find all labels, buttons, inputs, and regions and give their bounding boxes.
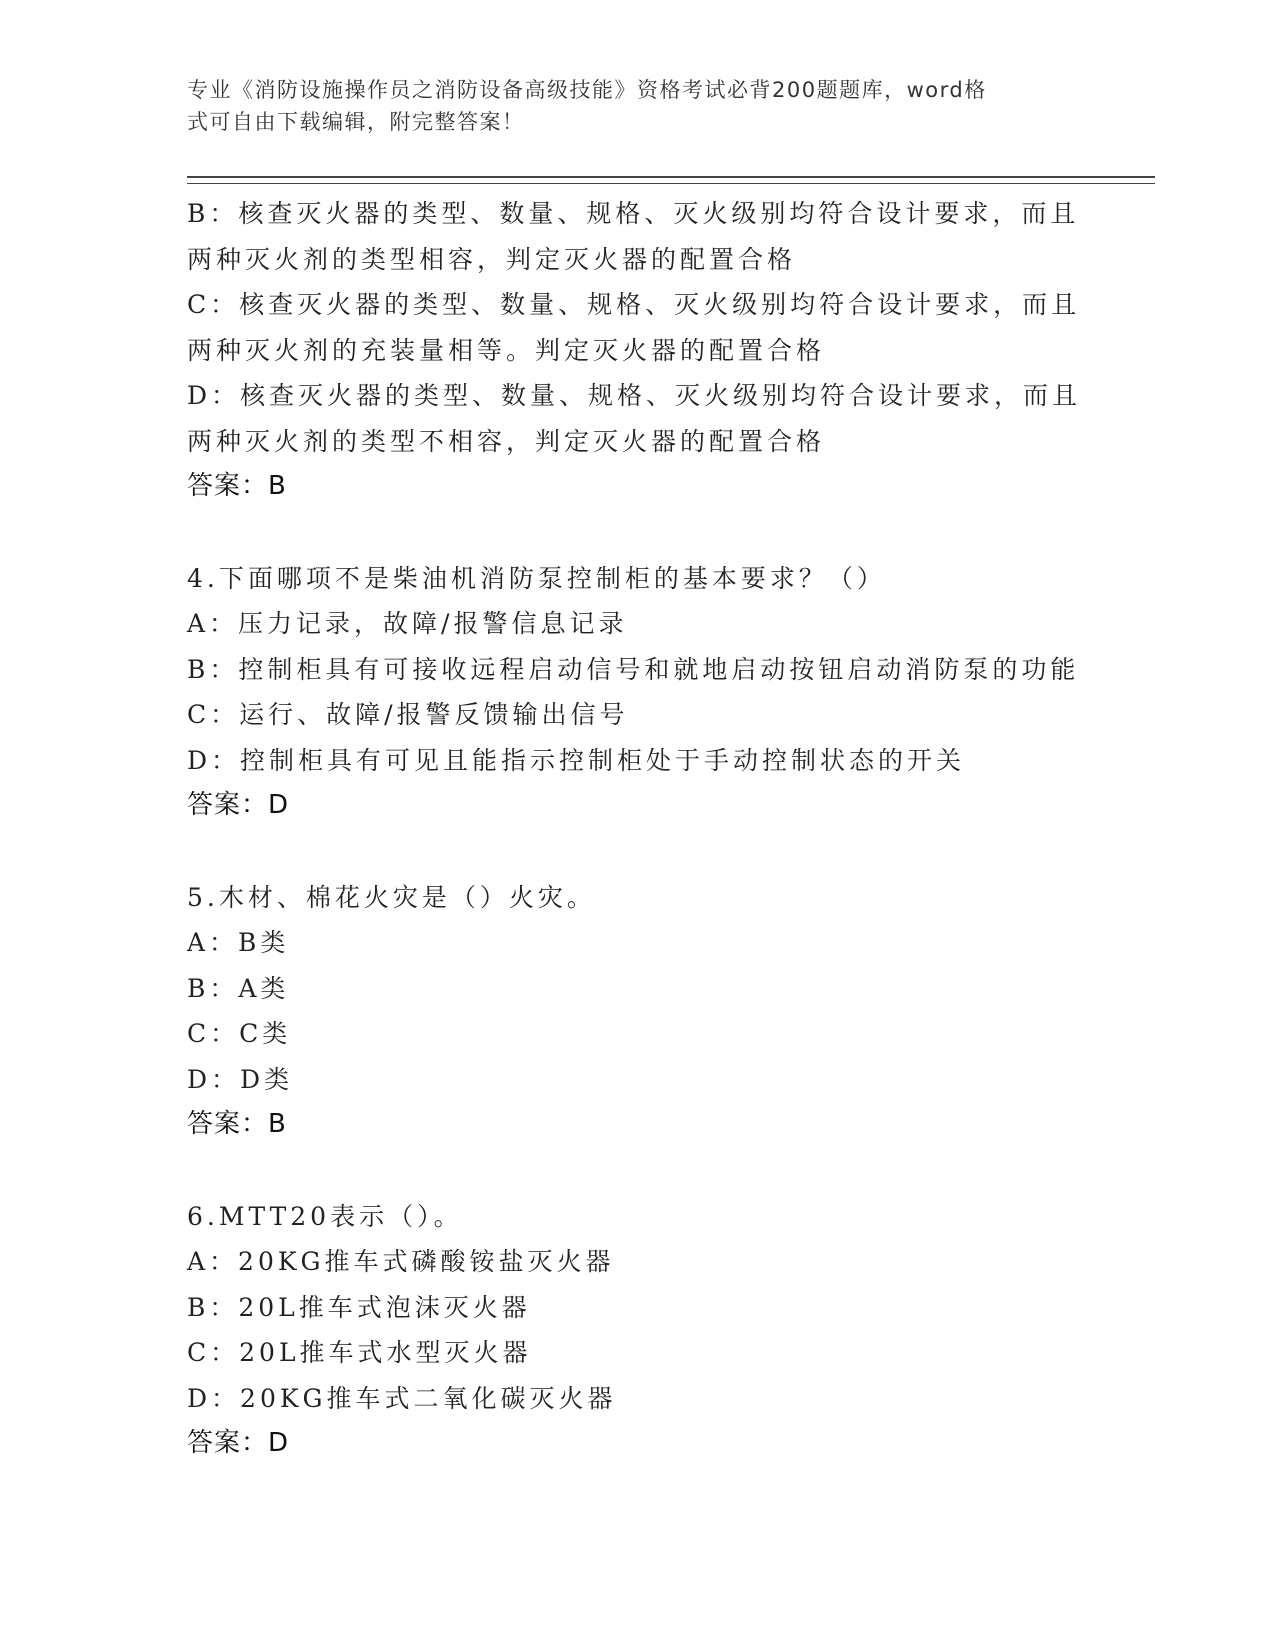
header-divider-thick <box>187 176 1155 178</box>
q3-option-c-line-1: C：核查灭火器的类型、数量、规格、灭火级别均符合设计要求，而且 <box>187 290 1081 319</box>
question-3-block <box>187 191 1087 510</box>
q5-option-c: C：C类 <box>187 1019 292 1048</box>
spacer <box>187 1148 1087 1194</box>
q4-question: 4.下面哪项不是柴油机消防泵控制柜的基本要求？（） <box>187 563 886 593</box>
q4-option-b: B：控制柜具有可接收远程启动信号和就地启动按钮启动消防泵的功能 <box>187 654 1080 684</box>
question-4-block <box>187 556 1087 829</box>
question-list <box>187 191 1087 1467</box>
q5-option-b: B：A类 <box>187 973 290 1003</box>
question-5-block <box>187 875 1087 1148</box>
q6-answer: 答案：D <box>187 1428 290 1458</box>
question-6-block <box>187 1194 1087 1467</box>
spacer <box>187 829 1087 875</box>
header-divider-thin <box>187 183 1155 184</box>
q4-answer: 答案：D <box>187 790 290 820</box>
q6-option-d: D：20KG推车式二氧化碳灭火器 <box>187 1383 617 1413</box>
q3-option-c-line-2: 两种灭火剂的充装量相等。判定灭火器的配置合格 <box>187 335 826 365</box>
header-title-line-2: 式可自由下载编辑，附完整答案！ <box>187 110 525 134</box>
q6-option-a: A：20KG推车式磷酸铵盐灭火器 <box>187 1247 615 1276</box>
q5-question: 5.木材、棉花火灾是（）火灾。 <box>187 882 596 912</box>
q4-option-a: A：压力记录，故障/报警信息记录 <box>187 609 628 638</box>
q6-question: 6.MTT20表示（）。 <box>187 1201 463 1231</box>
q5-option-d: D：D类 <box>187 1064 294 1094</box>
spacer <box>187 510 1087 556</box>
q3-option-d-line-2: 两种灭火剂的类型不相容，判定灭火器的配置合格 <box>187 426 826 456</box>
q4-option-c: C：运行、故障/报警反馈输出信号 <box>187 700 629 729</box>
q6-option-c: C：20L推车式水型灭火器 <box>187 1338 532 1367</box>
q5-option-a: A：B类 <box>187 928 290 957</box>
q3-option-b-line-2: 两种灭火剂的类型相容，判定灭火器的配置合格 <box>187 244 797 274</box>
q5-answer: 答案：B <box>187 1109 287 1139</box>
q3-option-d-line-1: D：核查灭火器的类型、数量、规格、灭火级别均符合设计要求，而且 <box>187 381 1082 410</box>
header-title-line-1: 专业《消防设施操作员之消防设备高级技能》资格考试必背200题题库，word格 <box>187 78 987 102</box>
q3-option-b-line-1: B：核查灭火器的类型、数量、规格、灭火级别均符合设计要求，而且 <box>187 199 1080 228</box>
document-header <box>187 74 1067 138</box>
q3-answer: 答案：B <box>187 471 287 501</box>
q6-option-b: B：20L推车式泡沫灭火器 <box>187 1292 531 1322</box>
q4-option-d: D：控制柜具有可见且能指示控制柜处于手动控制状态的开关 <box>187 745 966 775</box>
